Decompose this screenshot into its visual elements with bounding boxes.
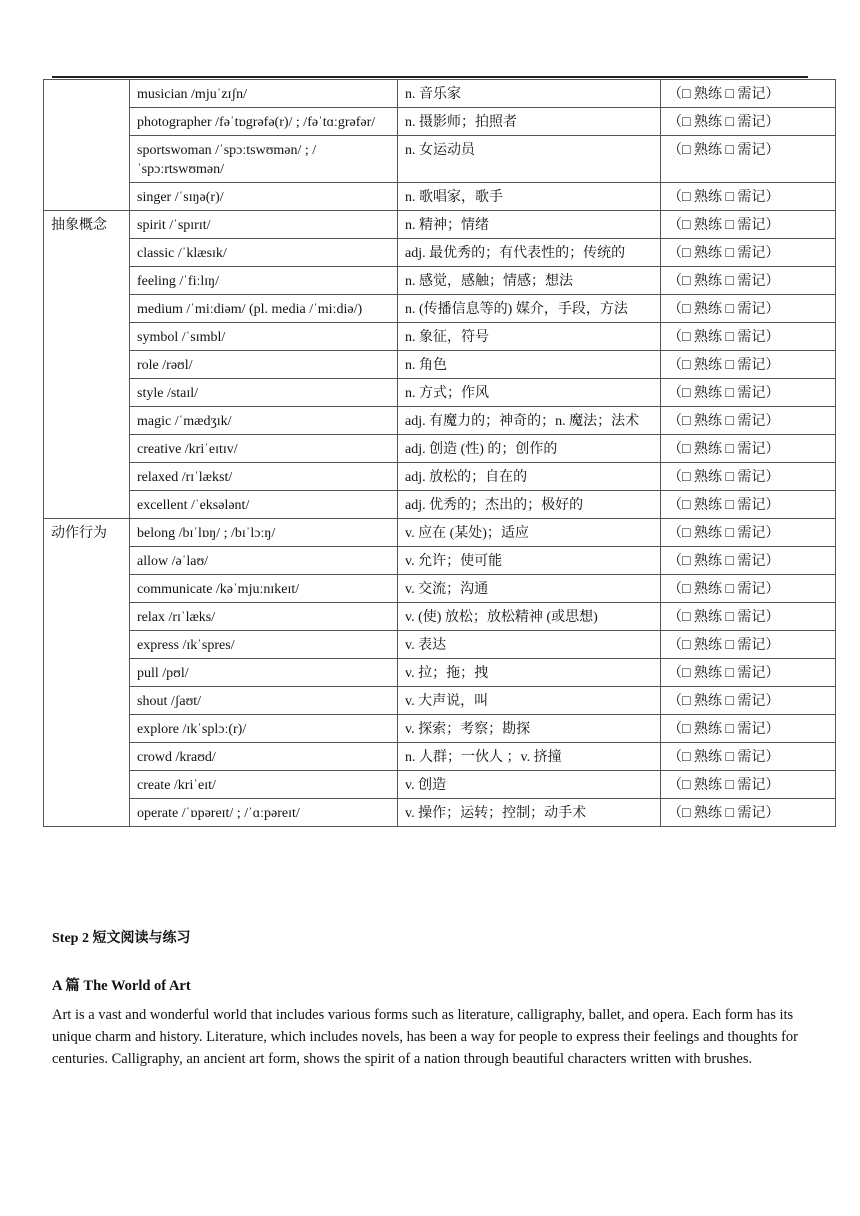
table-row <box>44 771 836 799</box>
category-cell: 抽象概念 <box>44 211 130 519</box>
table-row <box>44 379 836 407</box>
checkbox-cell: （□ 熟练 □ 需记） <box>661 519 836 547</box>
table-row <box>44 239 836 267</box>
top-rule <box>52 76 808 78</box>
table-row <box>44 547 836 575</box>
word-cell: allow /əˈlaʊ/ <box>130 547 398 575</box>
checkbox-cell: （□ 熟练 □ 需记） <box>661 547 836 575</box>
checkbox-cell: （□ 熟练 □ 需记） <box>661 575 836 603</box>
table-row <box>44 323 836 351</box>
table-row <box>44 687 836 715</box>
meaning-cell: n. 人群；一伙人 ；v. 挤撞 <box>398 743 661 771</box>
meaning-cell: v. 应在 (某处)；适应 <box>398 519 661 547</box>
table-row <box>44 295 836 323</box>
word-cell: creative /kriˈeɪtɪv/ <box>130 435 398 463</box>
word-cell: crowd /kraʊd/ <box>130 743 398 771</box>
word-cell: style /staɪl/ <box>130 379 398 407</box>
checkbox-cell: （□ 熟练 □ 需记） <box>661 108 836 136</box>
meaning-cell: v. 允许；使可能 <box>398 547 661 575</box>
meaning-cell: adj. 最优秀的；有代表性的；传统的 <box>398 239 661 267</box>
meaning-cell: adj. 放松的；自在的 <box>398 463 661 491</box>
meaning-cell: v. 创造 <box>398 771 661 799</box>
word-cell: feeling /ˈfiːlɪŋ/ <box>130 267 398 295</box>
word-cell: sportswoman /ˈspɔːtswʊmən/ ; /ˈspɔːrtswʊmən/ <box>130 136 398 183</box>
table-row <box>44 183 836 211</box>
checkbox-cell: （□ 熟练 □ 需记） <box>661 136 836 183</box>
word-cell: classic /ˈklæsɪk/ <box>130 239 398 267</box>
checkbox-cell: （□ 熟练 □ 需记） <box>661 211 836 239</box>
meaning-cell: n. 角色 <box>398 351 661 379</box>
checkbox-cell: （□ 熟练 □ 需记） <box>661 631 836 659</box>
meaning-cell: v. 表达 <box>398 631 661 659</box>
checkbox-cell: （□ 熟练 □ 需记） <box>661 799 836 827</box>
checkbox-cell: （□ 熟练 □ 需记） <box>661 80 836 108</box>
vocabulary-table <box>43 79 836 827</box>
word-cell: symbol /ˈsɪmbl/ <box>130 323 398 351</box>
meaning-cell: n. 方式；作风 <box>398 379 661 407</box>
checkbox-cell: （□ 熟练 □ 需记） <box>661 183 836 211</box>
word-cell: pull /pʊl/ <box>130 659 398 687</box>
checkbox-cell: （□ 熟练 □ 需记） <box>661 491 836 519</box>
table-row <box>44 407 836 435</box>
meaning-cell: adj. 创造 (性) 的；创作的 <box>398 435 661 463</box>
word-cell: shout /ʃaʊt/ <box>130 687 398 715</box>
vocabulary-table-body <box>44 80 836 827</box>
word-cell: singer /ˈsɪŋə(r)/ <box>130 183 398 211</box>
word-cell: explore /ɪkˈsplɔː(r)/ <box>130 715 398 743</box>
word-cell: role /rəʊl/ <box>130 351 398 379</box>
meaning-cell: v. 交流；沟通 <box>398 575 661 603</box>
checkbox-cell: （□ 熟练 □ 需记） <box>661 407 836 435</box>
word-cell: express /ɪkˈspres/ <box>130 631 398 659</box>
table-row <box>44 267 836 295</box>
meaning-cell: v. 大声说，叫 <box>398 687 661 715</box>
table-row <box>44 603 836 631</box>
word-cell: create /kriˈeɪt/ <box>130 771 398 799</box>
meaning-cell: v. (使) 放松；放松精神 (或思想) <box>398 603 661 631</box>
checkbox-cell: （□ 熟练 □ 需记） <box>661 351 836 379</box>
checkbox-cell: （□ 熟练 □ 需记） <box>661 323 836 351</box>
step-heading: Step 2 短文阅读与练习 <box>52 931 191 946</box>
table-row <box>44 743 836 771</box>
checkbox-cell: （□ 熟练 □ 需记） <box>661 267 836 295</box>
table-row <box>44 351 836 379</box>
meaning-cell: n. 音乐家 <box>398 80 661 108</box>
checkbox-cell: （□ 熟练 □ 需记） <box>661 435 836 463</box>
checkbox-cell: （□ 熟练 □ 需记） <box>661 463 836 491</box>
table-row <box>44 715 836 743</box>
checkbox-cell: （□ 熟练 □ 需记） <box>661 715 836 743</box>
passage-title: A 篇 The World of Art <box>52 978 191 994</box>
word-cell: relax /rɪˈlæks/ <box>130 603 398 631</box>
word-cell: belong /bɪˈlɒŋ/ ; /bɪˈlɔːŋ/ <box>130 519 398 547</box>
meaning-cell: v. 探索；考察；勘探 <box>398 715 661 743</box>
table-row <box>44 491 836 519</box>
checkbox-cell: （□ 熟练 □ 需记） <box>661 659 836 687</box>
checkbox-cell: （□ 熟练 □ 需记） <box>661 603 836 631</box>
meaning-cell: v. 拉；拖；拽 <box>398 659 661 687</box>
table-row <box>44 136 836 183</box>
table-row <box>44 575 836 603</box>
checkbox-cell: （□ 熟练 □ 需记） <box>661 379 836 407</box>
checkbox-cell: （□ 熟练 □ 需记） <box>661 743 836 771</box>
table-row <box>44 519 836 547</box>
table-row <box>44 799 836 827</box>
table-row <box>44 631 836 659</box>
word-cell: excellent /ˈeksələnt/ <box>130 491 398 519</box>
meaning-cell: n. 歌唱家，歌手 <box>398 183 661 211</box>
word-cell: spirit /ˈspɪrɪt/ <box>130 211 398 239</box>
meaning-cell: n. (传播信息等的) 媒介，手段，方法 <box>398 295 661 323</box>
table-row <box>44 659 836 687</box>
meaning-cell: n. 象征，符号 <box>398 323 661 351</box>
table-row <box>44 463 836 491</box>
meaning-cell: n. 女运动员 <box>398 136 661 183</box>
table-row <box>44 211 836 239</box>
word-cell: musician /mjuˈzɪʃn/ <box>130 80 398 108</box>
meaning-cell: v. 操作；运转；控制；动手术 <box>398 799 661 827</box>
checkbox-cell: （□ 熟练 □ 需记） <box>661 239 836 267</box>
checkbox-cell: （□ 熟练 □ 需记） <box>661 295 836 323</box>
word-cell: relaxed /rɪˈlækst/ <box>130 463 398 491</box>
meaning-cell: n. 感觉，感触；情感；想法 <box>398 267 661 295</box>
passage-text: Art is a vast and wonderful world that includes various forms such as literature, calligraphy, ballet, and opera. Each form has its unique charm and history. Literature, which includes novels, has been a way for people to express their feelings and thoughts for centuries. Calligraphy, an ancient art form, shows the spirit of a nation through beautiful characters written with brushes. <box>52 1007 798 1067</box>
table-row <box>44 435 836 463</box>
meaning-cell: n. 精神；情绪 <box>398 211 661 239</box>
word-cell: medium /ˈmiːdiəm/ (pl. media /ˈmiːdiə/) <box>130 295 398 323</box>
word-cell: magic /ˈmædʒɪk/ <box>130 407 398 435</box>
meaning-cell: adj. 有魔力的；神奇的；n. 魔法；法术 <box>398 407 661 435</box>
category-cell <box>44 80 130 211</box>
category-cell: 动作行为 <box>44 519 130 827</box>
meaning-cell: n. 摄影师；拍照者 <box>398 108 661 136</box>
checkbox-cell: （□ 熟练 □ 需记） <box>661 771 836 799</box>
table-row <box>44 80 836 108</box>
meaning-cell: adj. 优秀的；杰出的；极好的 <box>398 491 661 519</box>
checkbox-cell: （□ 熟练 □ 需记） <box>661 687 836 715</box>
table-row <box>44 108 836 136</box>
word-cell: communicate /kəˈmjuːnɪkeɪt/ <box>130 575 398 603</box>
word-cell: operate /ˈɒpəreɪt/ ; /ˈɑːpəreɪt/ <box>130 799 398 827</box>
word-cell: photographer /fəˈtɒgrəfə(r)/ ; /fəˈtɑːgrəfər/ <box>130 108 398 136</box>
